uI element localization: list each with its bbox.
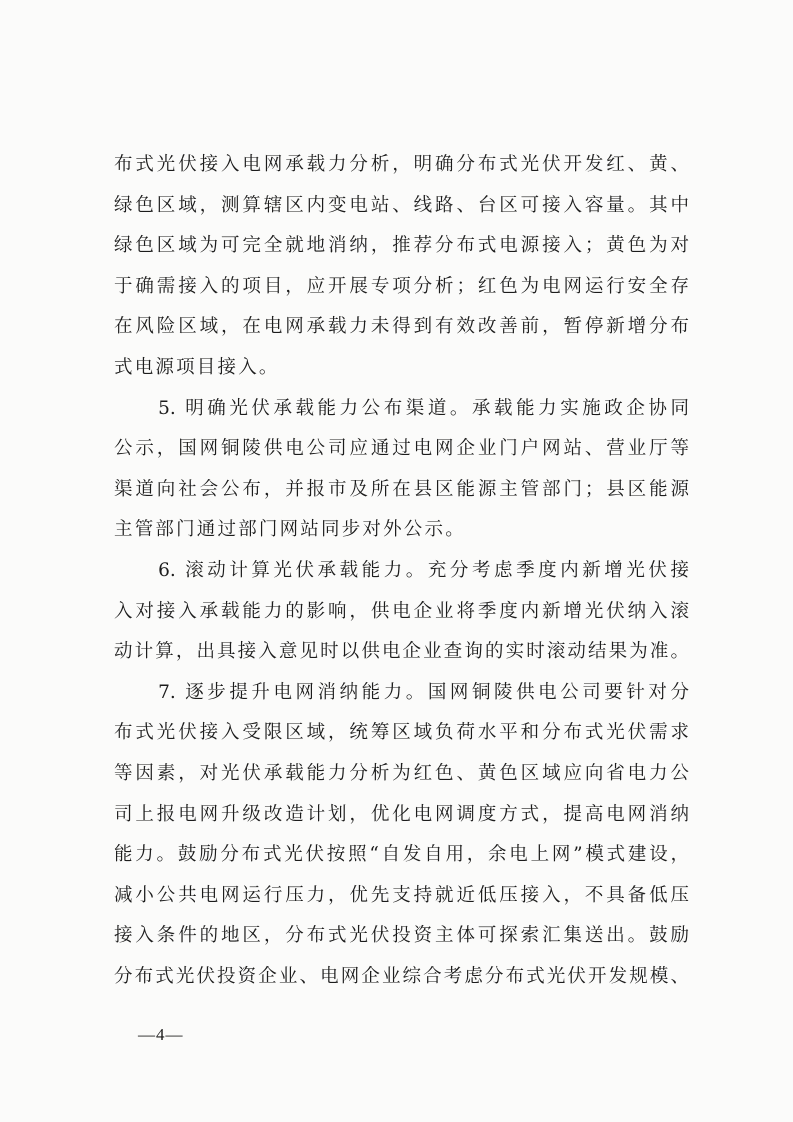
body-text — [114, 145, 689, 997]
text-line: 绿色区域为可完全就地消纳，推荐分布式电源接入；黄色为对 — [114, 235, 689, 257]
text-line: 接入条件的地区，分布式光伏投资主体可探索汇集送出。鼓励 — [114, 925, 689, 947]
text-line: 6. 滚动计算光伏承载能力。充分考虑季度内新增光伏接 — [114, 559, 689, 581]
text-line: 入对接入承载能力的影响，供电企业将季度内新增光伏纳入滚 — [114, 600, 689, 622]
text-line: 绿色区域，测算辖区内变电站、线路、台区可接入容量。其中 — [114, 194, 689, 216]
text-line: 减小公共电网运行压力，优先支持就近低压接入，不具备低压 — [114, 884, 689, 906]
text-line: 分布式光伏投资企业、电网企业综合考虑分布式光伏开发规模、 — [114, 965, 689, 987]
page-number: —4— — [138, 1025, 184, 1044]
text-line: 布式光伏接入受限区域，统筹区域负荷水平和分布式光伏需求 — [114, 722, 689, 744]
text-line: 主管部门通过部门网站同步对外公示。 — [114, 519, 466, 541]
text-line: 公示，国网铜陵供电公司应通过电网企业门户网站、营业厅等 — [114, 438, 689, 460]
text-line: 5. 明确光伏承载能力公布渠道。承载能力实施政企协同 — [114, 397, 689, 419]
text-line: 于确需接入的项目，应开展专项分析；红色为电网运行安全存 — [114, 275, 689, 297]
text-line: 渠道向社会公布，并报市及所在县区能源主管部门；县区能源 — [114, 478, 689, 500]
text-line: 动计算，出具接入意见时以供电企业查询的实时滚动结果为准。 — [114, 641, 689, 663]
text-line: 在风险区域，在电网承载力未得到有效改善前，暂停新增分布 — [114, 316, 689, 338]
text-line: 等因素，对光伏承载能力分析为红色、黄色区域应向省电力公 — [114, 762, 689, 784]
text-line: 式电源项目接入。 — [114, 356, 280, 378]
text-line: 7. 逐步提升电网消纳能力。国网铜陵供电公司要针对分 — [114, 681, 689, 703]
text-line: 能力。鼓励分布式光伏按照“自发自用，余电上网”模式建设， — [114, 844, 689, 866]
text-line: 司上报电网升级改造计划，优化电网调度方式，提高电网消纳 — [114, 803, 689, 825]
text-line: 布式光伏接入电网承载力分析，明确分布式光伏开发红、黄、 — [114, 154, 689, 175]
